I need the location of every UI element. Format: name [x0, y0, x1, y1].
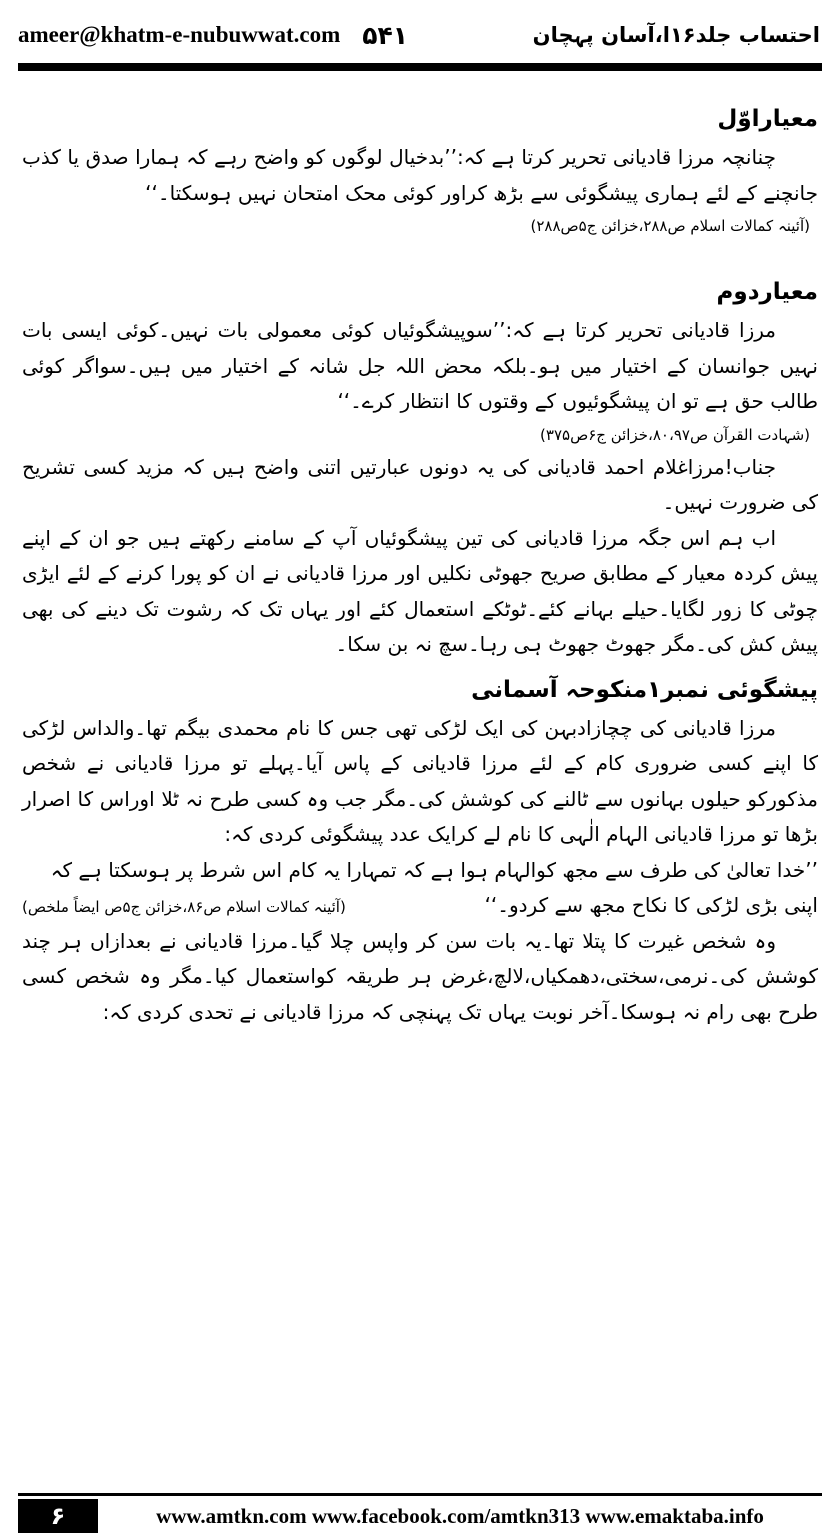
paragraph-criterion-two: مرزا قادیانی تحریر کرتا ہے کہ:’’سوپیشگوئیاں کوئی معمولی بات نہیں۔کوئی ایسی بات نہیں جوانسان کے اختیار میں ہو۔بلکہ محض اللہ جل شانہ کے اختیار میں ہیں۔سواگر کوئی طالب حق ہے تو ان پیشگوئیوں کے وقتوں کا انتظار کرے۔‘‘ — [22, 318, 818, 413]
quote-text: ’’خدا تعالیٰ کی طرف سے مجھ کوالہام ہوا ہے کہ تمہارا یہ کام اس شرط پر ہوسکتا ہے کہ — [50, 857, 818, 882]
paragraph-janab: جناب!مرزاغلام احمد قادیانی کی یہ دونوں عبارتیں اتنی واضح ہیں کہ مزید کسی تشریح کی ضرورت نہیں۔ — [22, 454, 818, 514]
quote-row — [22, 888, 818, 924]
footer-rule — [18, 1493, 822, 1496]
reference-criterion-two: (شہادت القرآن ص۸۰،۹۷،خزائن ج۶ص۳۷۵) — [540, 425, 810, 444]
header-left — [18, 21, 408, 50]
paragraph-criterion-one: چنانچہ مرزا قادیانی تحریر کرتا ہے کہ:’’بدخیال لوگوں کو واضح رہے کہ ہمارا صدق یا کذب جانچنے کے لئے ہماری پیشگوئی سے بڑھ کراور کوئی محک امتحان نہیں ہوسکتا۔‘‘ — [22, 145, 818, 205]
paragraph-ab: اب ہم اس جگہ مرزا قادیانی کی تین پیشگوئیاں آپ کے سامنے رکھتے ہیں جو ان کے اپنے پیش کردہ معیار کے مطابق صریح جھوٹی نکلیں اور مرزا قادیانی نے ان کو پورا کرنے کے لئے ایڑی چوٹی کا زور لگایا۔حیلے بہانے کئے۔ٹوٹکے استعمال کئے اور یہاں تک کہ رشوت تک دینے کی بھی پیش کش کی۔مگر جھوٹ جھوٹ ہی رہا۔سچ نہ بن سکا۔ — [22, 525, 818, 656]
spacer — [22, 241, 818, 265]
page-content — [22, 92, 818, 1030]
quote-end: اپنی بڑی لڑکی کا نکاح مجھ سے کردو۔‘‘ — [484, 893, 818, 917]
paragraph-woh: وہ شخص غیرت کا پتلا تھا۔یہ بات سن کر واپس چلا گیا۔مرزا قادیانی نے بعدازاں ہر چند کوشش کی۔نرمی،سختی،دھمکیاں،لالچ،غرض ہر طریقہ کواستعمال کیا۔مگر وہ شخص کسی طرح بھی رام نہ ہوسکا۔آخر نوبت یہاں تک پہنچی کہ مرزا قادیانی نے تحدی کردی کہ: — [22, 928, 818, 1024]
footer-links[interactable]: www.amtkn.com www.facebook.com/amtkn313 www.emaktaba.info — [156, 1503, 764, 1528]
heading-criterion-one: معیاراوّل — [717, 106, 818, 132]
page-footer — [18, 1499, 822, 1533]
reference-quote: (آئینہ کمالات اسلام ص۸۶،خزائن ج۵ص ایضاً ملخص) — [22, 898, 346, 916]
heading-criterion-two: معیاردوم — [716, 279, 818, 305]
paragraph-mirza: مرزا قادیانی کی چچازادبہن کی ایک لڑکی تھی جس کا نام محمدی بیگم تھا۔والداس لڑکی کا اپنے کسی ضروری کام کے لئے مرزا قادیانی کے پاس آیا۔پہلے تو مرزا قادیانی نے شخص مذکورکو حیلوں بہانوں سے ٹالنے کی کوشش کی۔مگر جب وہ کسی طرح نہ ٹلا اوراس کا اصرار بڑھا تو مرزا قادیانی الہام الٰہی کا نام لے کرایک عدد پیشگوئی کردی کہ: — [22, 715, 818, 846]
reference-criterion-one: (آئینہ کمالات اسلام ص۲۸۸،خزائن ج۵ص۲۸۸) — [530, 217, 810, 235]
header-email[interactable]: ameer@khatm-e-nubuwwat.com — [18, 22, 341, 47]
page-number: ۵۴۱ — [362, 20, 409, 50]
heading-prophecy-one: پیشگوئی نمبر۱منکوحہ آسمانی — [471, 676, 818, 703]
page-header — [18, 12, 820, 58]
book-title: احتساب جلد۱۶ا،آسان پہچان — [532, 23, 820, 47]
footer-page-label: ۶ — [18, 1499, 98, 1533]
header-rule — [18, 63, 822, 71]
